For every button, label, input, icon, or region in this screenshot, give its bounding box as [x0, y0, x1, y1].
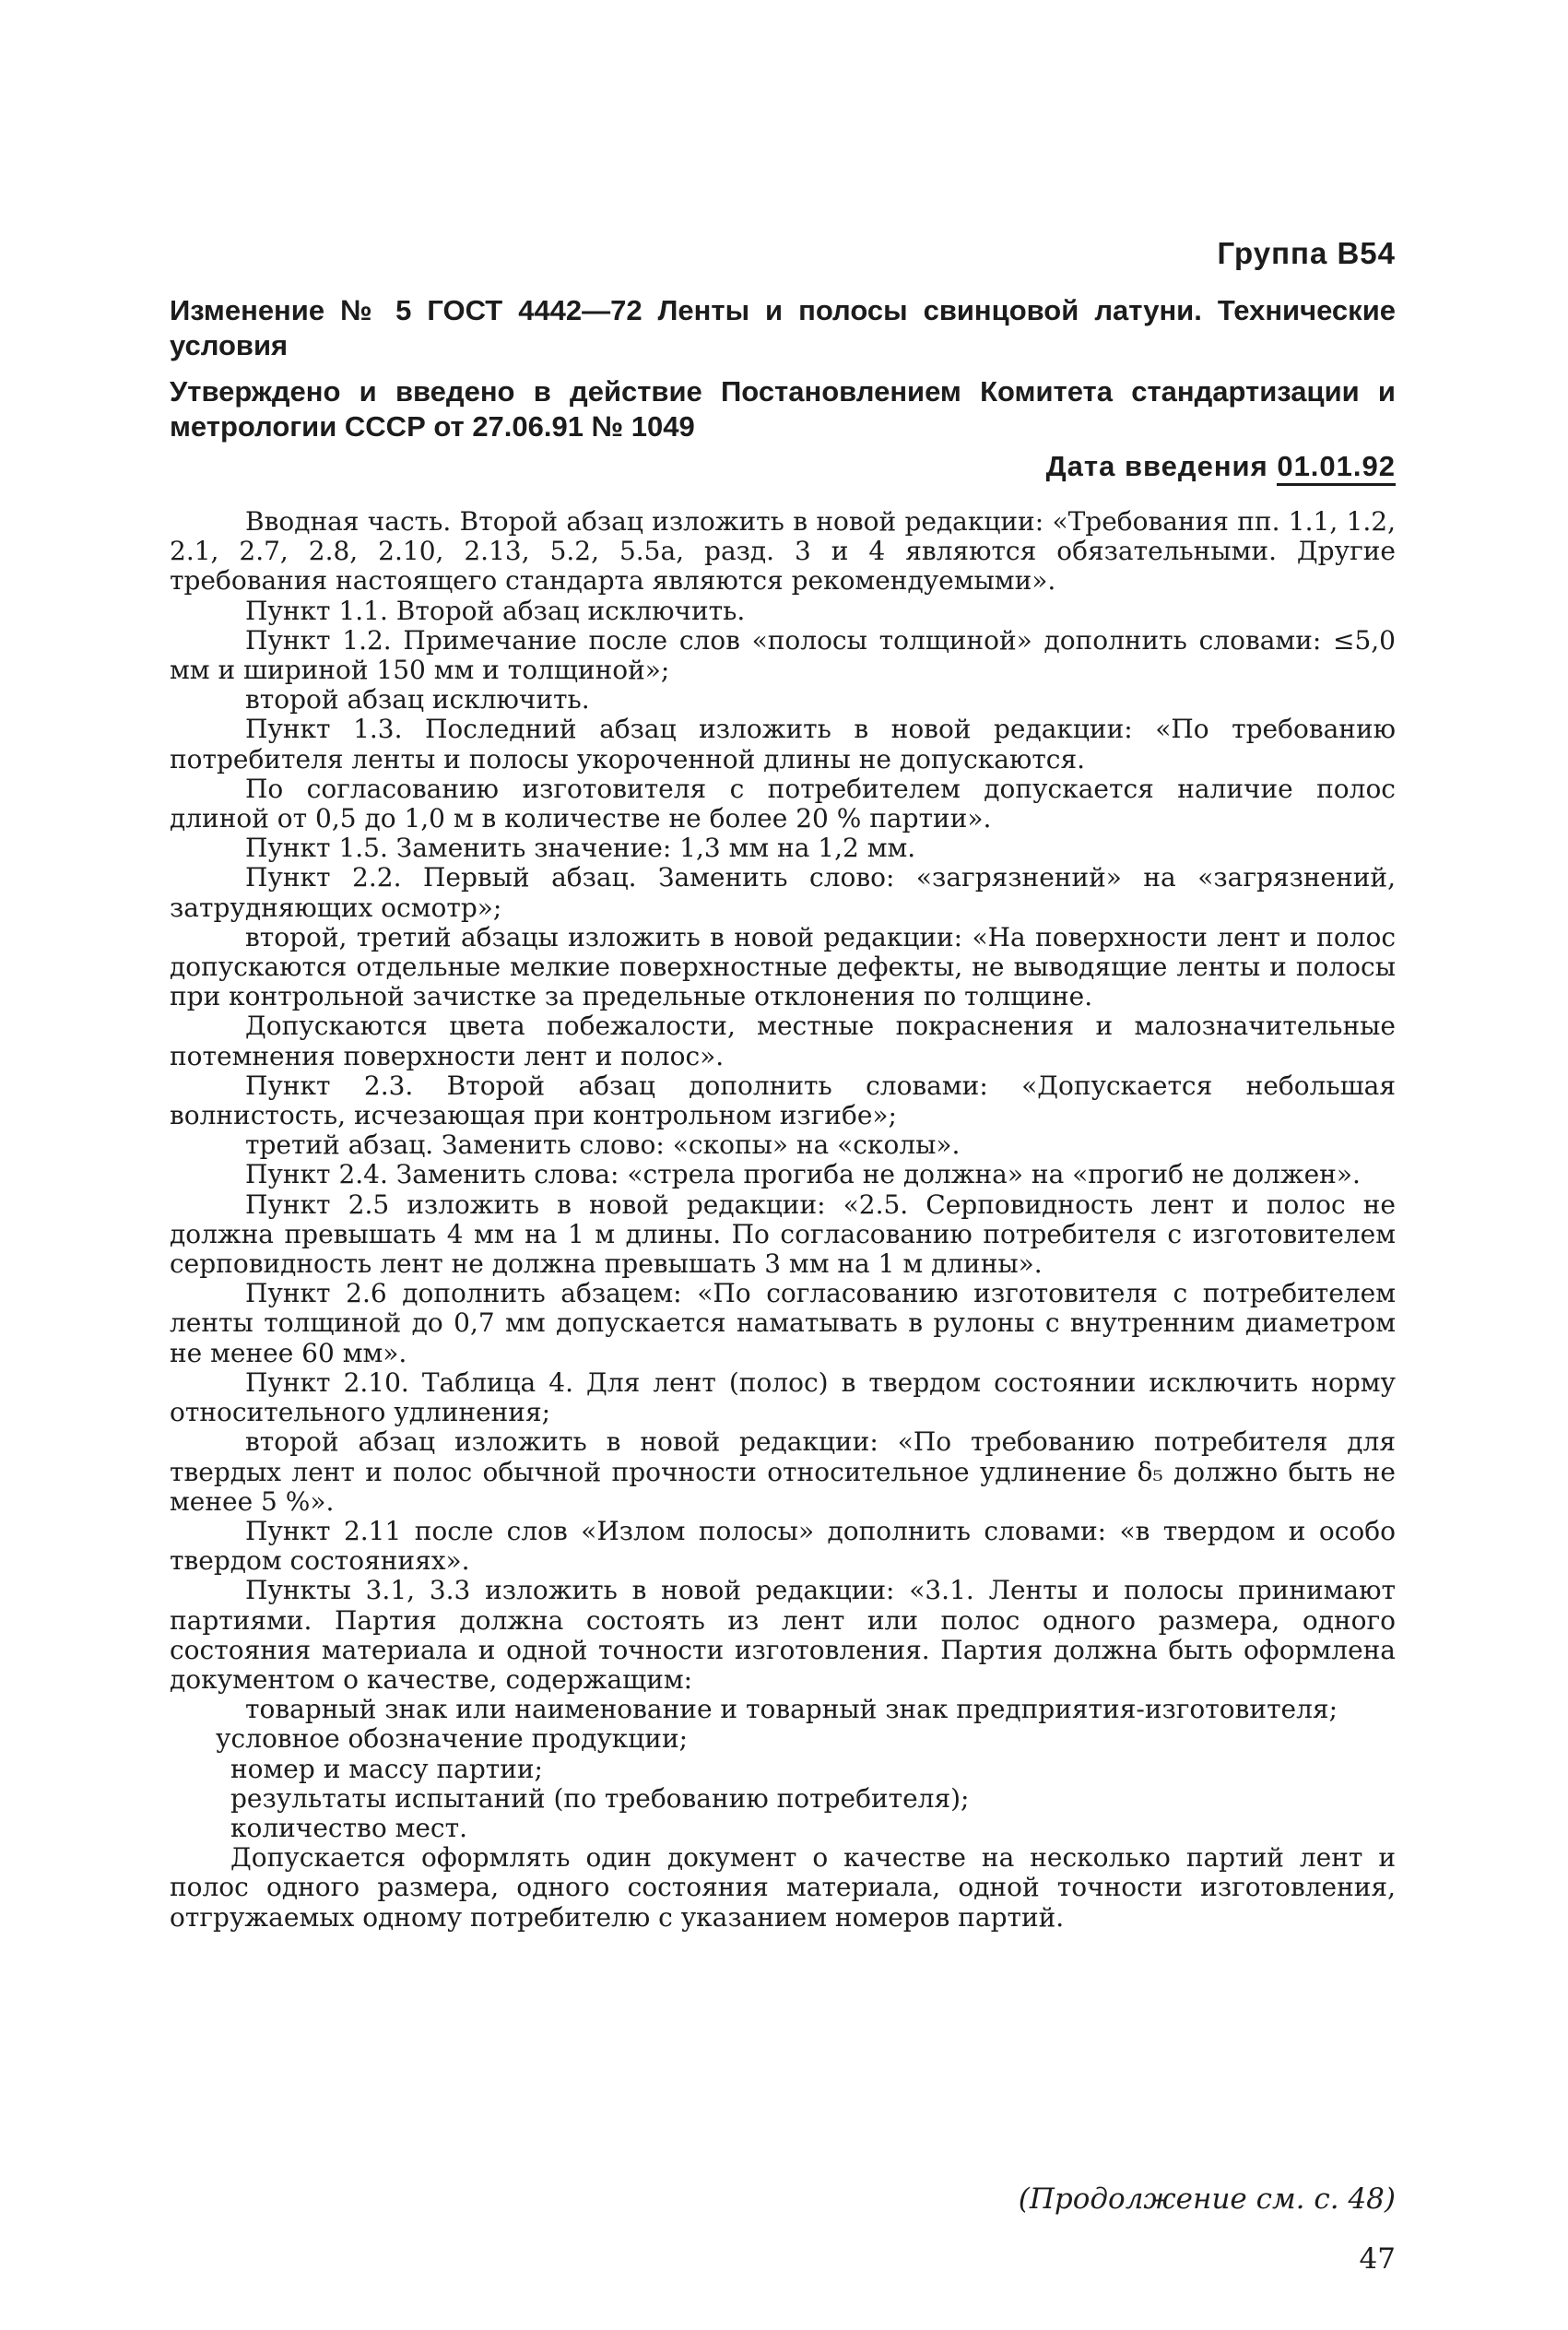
paragraph-item-2-2: Пункт 2.2. Первый абзац. Заменить слово: «загрязнений» на «загрязнений, затрудняющих осмотр»;	[170, 862, 1396, 923]
list-item-batch: номер и массу партии;	[230, 1753, 543, 1784]
list-item-tests: результаты испытаний (по требованию потребителя);	[230, 1782, 970, 1814]
group-code: Группа В54	[1217, 236, 1396, 270]
paragraph-single-document: Допускается оформлять один документ о качестве на несколько партий лент и полос одного размера, одного состояния материала, одной точности изготовления, отгружаемых одному потребителю с указанием номеров партий.	[170, 1842, 1396, 1933]
introduction-date	[1046, 450, 1396, 483]
paragraph-item-3-1: Пункты 3.1, 3.3 изложить в новой редакции: «3.1. Ленты и полосы принимают партиями. Партия должна состоять из лент или полос одного размера, одного состояния материала и одной точности изготовления. Партия должна быть оформлена документом о качестве, содержащим:	[170, 1575, 1396, 1695]
paragraph-item-1-3-second: По согласованию изготовителя с потребителем допускается наличие полос длиной от 0,5 до 1,0 м в количестве не более 20 % партии».	[170, 773, 1396, 834]
continuation-note: (Продолжение см. с. 48)	[1018, 2182, 1396, 2216]
paragraph-item-2-10-second: второй абзац изложить в новой редакции: «По требованию потребителя для твердых лент и полос обычной прочности относительное удлинение δ₅ должно быть не менее 5 %».	[170, 1426, 1396, 1517]
paragraph-introduction: Вводная часть. Второй абзац изложить в новой редакции: «Требования пп. 1.1, 1.2, 2.1, 2.7, 2.8, 2.10, 2.13, 5.2, 5.5а, разд. 3 и 4 являются обязательными. Другие требования настоящего стандарта являются рекомендуемыми».	[170, 506, 1396, 597]
paragraph-item-1-3: Пункт 1.3. Последний абзац изложить в новой редакции: «По требованию потребителя ленты и полосы укороченной длины не допускаются.	[170, 714, 1396, 775]
paragraph-item-2-10: Пункт 2.10. Таблица 4. Для лент (полос) в твердом состоянии исключить норму относительного удлинения;	[170, 1366, 1396, 1428]
paragraph-item-1-1: Пункт 1.1. Второй абзац исключить.	[245, 595, 746, 626]
paragraph-item-1-2-second: второй абзац исключить.	[245, 684, 590, 716]
list-item-places: количество мест.	[230, 1812, 468, 1843]
paragraph-item-2-2-second: второй, третий абзацы изложить в новой редакции: «На поверхности лент и полос допускаются отдельные мелкие поверхностные дефекты, не выводящие ленты и полосы при контрольной зачистке за предельные отклонения по толщине.	[170, 921, 1396, 1012]
list-item-designation: условное обозначение продукции;	[216, 1723, 689, 1755]
paragraph-item-2-3-second: третий абзац. Заменить слово: «скопы» на «сколы».	[245, 1130, 961, 1161]
paragraph-item-2-4: Пункт 2.4. Заменить слова: «стрела прогиба не должна» на «прогиб не должен».	[245, 1159, 1361, 1190]
paragraph-item-2-2-third: Допускаются цвета побежалости, местные покраснения и малозначительные потемнения поверхности лент и полос».	[170, 1011, 1396, 1071]
paragraph-item-1-2: Пункт 1.2. Примечание после слов «полосы толщиной» дополнить словами: ≤5,0 мм и шириной 150 мм и толщиной»;	[170, 624, 1396, 686]
approval-statement: Утверждено и введено в действие Постановлением Комитета стандартизации и метрологии СССР от 27.06.91 № 1049	[170, 375, 1396, 443]
date-value: 01.01.92	[1277, 450, 1396, 486]
document-page	[170, 0, 1396, 2330]
paragraph-item-2-5: Пункт 2.5 изложить в новой редакции: «2.5. Серповидность лент и полос не должна превышать 4 мм на 1 м длины. По согласованию потребителя с изготовителем серповидность лент не должна превышать 3 мм на 1 м длины».	[170, 1189, 1396, 1280]
date-label: Дата введения	[1045, 450, 1268, 482]
paragraph-item-2-6: Пункт 2.6 дополнить абзацем: «По согласованию изготовителя с потребителем ленты толщиной до 0,7 мм допускается наматывать в рулоны с внутренним диаметром не менее 60 мм».	[170, 1278, 1396, 1368]
paragraph-item-2-11: Пункт 2.11 после слов «Излом полосы» дополнить словами: «в твердом и особо твердом состояниях».	[170, 1515, 1396, 1577]
list-item-trademark: товарный знак или наименование и товарный знак предприятия-изготовителя;	[245, 1694, 1338, 1725]
paragraph-item-2-3: Пункт 2.3. Второй абзац дополнить словами: «Допускается небольшая волнистость, исчезающая при контрольном изгибе»;	[170, 1070, 1396, 1131]
document-body	[170, 507, 1396, 1933]
change-title: Изменение № 5 ГОСТ 4442—72 Ленты и полосы свинцовой латуни. Технические условия	[170, 294, 1396, 361]
paragraph-item-1-5: Пункт 1.5. Заменить значение: 1,3 мм на 1,2 мм.	[245, 833, 916, 864]
page-number: 47	[1359, 2242, 1396, 2276]
